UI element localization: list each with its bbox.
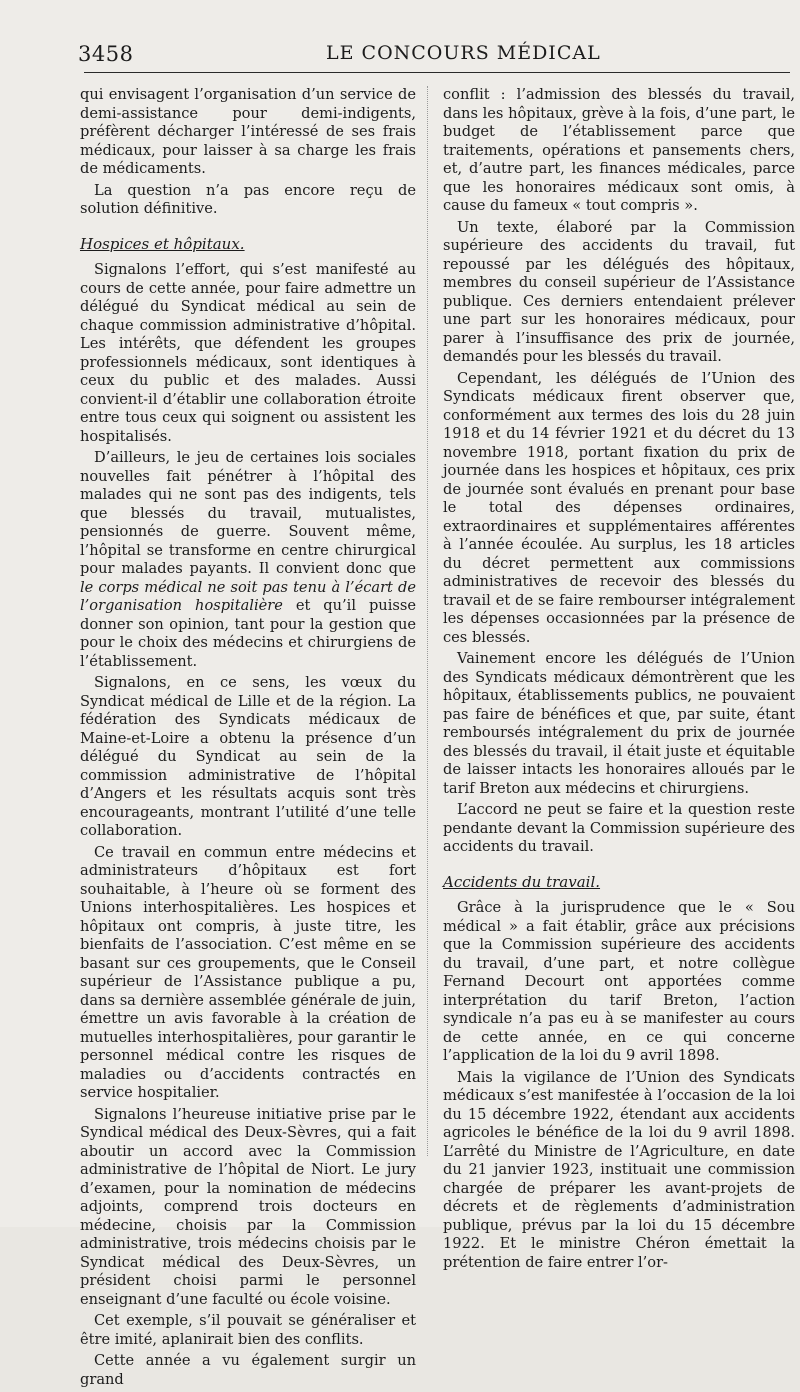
emphasis-text: le corps médical ne soit pas tenu à l’écart de l’organisation hospitalière bbox=[80, 578, 416, 614]
paragraph: Cette année a vu également surgir un grand bbox=[80, 1352, 416, 1388]
header-rule bbox=[84, 72, 790, 73]
column-divider bbox=[427, 86, 428, 1156]
paragraph: Ce travail en commun entre médecins et administrateurs d’hôpitaux est fort souhaitable, à l’heure où se forment des Unions interhospitalières. Les hospices et hôpitaux ont compris, à juste titre, les bienfaits de l’association. C’est même en se basant sur ces groupements, que le Conseil supérieur de l’Assistance publique a pu, dans sa dernière assemblée générale de juin, émettre un avis favorable à la création de mutuelles interhospitalières, pour garantir le personnel médical contre les risques de maladies ou d’accidents contractés en service hospitalier. bbox=[80, 843, 416, 1101]
paragraph: Vainement encore les délégués de l’Union des Syndicats médicaux démontrèrent que les hôpitaux, établissements publics, ne pouvaient pas faire de bénéfices et que, par suite, étant remboursés intégralement du prix de journée des blessés du travail, il était juste et équitable de laisser intacts les honoraires alloués par le tarif Breton aux médecins et chirurgiens. bbox=[443, 650, 795, 797]
paragraph: Mais la vigilance de l’Union des Syndicats médicaux s’est manifestée à l’occasion de la loi du 15 décembre 1922, étendant aux accidents agricoles le bénéfice de la loi du 9 avril 1898. L’arrêté du Ministre de l’Agriculture, en date du 21 janvier 1923, instituait une commission chargée de préparer les avant-projets de décrets et de règlements d’administration publique, prévus par la loi du 15 décembre 1922. Et le ministre Chéron émettait la prétention de faire entrer l’or- bbox=[443, 1068, 795, 1271]
page-header bbox=[78, 38, 770, 68]
paragraph: qui envisagent l’organisation d’un service de demi-assistance pour demi-indigents, préfèrent décharger l’intéressé de ses frais médicaux, pour laisser à sa charge les frais de médicaments. bbox=[80, 86, 416, 177]
paragraph: conflit : l’admission des blessés du travail, dans les hôpitaux, grève à la fois, d’une part, le budget de l’établissement parce que traitements, opérations et pansements chers, et, d’autre part, les finances médicales, parce que les honoraires médicaux sont omis, à cause du fameux « tout compris ». bbox=[443, 86, 795, 214]
paragraph: La question n’a pas encore reçu de solution définitive. bbox=[80, 181, 416, 217]
section-heading-hospices: Hospices et hôpitaux. bbox=[80, 234, 245, 253]
paragraph bbox=[80, 449, 416, 671]
paragraph: Signalons l’heureuse initiative prise par le Syndical médical des Deux-Sèvres, qui a fait aboutir un accord avec la Commission administrative de l’hôpital de Niort. Le jury d’examen, pour la nomination de médecins adjoints, comprend trois docteurs en médecine, choisis par la Commission administrative, trois médecins choisis par le Syndicat médical des Deux-Sèvres, un président choisi parmi le personnel enseignant d’une faculté ou école voisine. bbox=[80, 1105, 416, 1308]
paragraph: Un texte, élaboré par la Commission supérieure des accidents du travail, fut repoussé par les délégués des hôpitaux, membres du conseil supérieur de l’Assistance publique. Ces derniers entendaient prélever une part sur les honoraires médicaux, pour parer à l’insuffisance des prix de journée, demandés pour les blessés du travail. bbox=[443, 218, 795, 365]
paragraph: Cet exemple, s’il pouvait se généraliser et être imité, aplanirait bien des conflits. bbox=[80, 1312, 416, 1348]
right-column bbox=[443, 86, 795, 1275]
paragraph: Signalons, en ce sens, les vœux du Syndicat médical de Lille et de la région. La fédération des Syndicats médicaux de Maine-et-Loire a obtenu la présence d’un délégué du Syndicat au sein de la commission administrative de l’hôpital d’Angers et les résultats acquis sont très encourageants, montrant l’utilité d’une telle collaboration. bbox=[80, 674, 416, 839]
paragraph: Cependant, les délégués de l’Union des Syndicats médicaux firent observer que, conformément aux termes des lois du 28 juin 1918 et du 14 février 1921 et du décret du 13 novembre 1918, portant fixation du prix de journée dans les hospices et hôpitaux, ces prix de journée sont évalués en prenant pour base le total des dépenses ordinaires, extraordinaires et supplémentaires afférentes à l’année écoulée. Au surplus, les 18 articles du décret permettent aux commissions administratives de recevoir des blessés du travail et de se faire rembourser intégralement les dépenses occasionnées par la présence de ces blessés. bbox=[443, 369, 795, 646]
paragraph-text: D’ailleurs, le jeu de certaines lois sociales nouvelles fait pénétrer à l’hôpital des malades qui ne sont pas des indigents, tels que blessés du travail, mutualistes, pensionnés de guerre. Souvent même, l’hôpital se transforme en centre chirurgical pour malades payants. Il convient donc que bbox=[80, 449, 416, 577]
section-heading-accidents: Accidents du travail. bbox=[443, 872, 601, 891]
left-column bbox=[80, 86, 416, 1392]
page-number: 3458 bbox=[78, 42, 134, 66]
journal-title: LE CONCOURS MÉDICAL bbox=[326, 42, 601, 64]
paragraph: L’accord ne peut se faire et la question reste pendante devant la Commission supérieure des accidents du travail. bbox=[443, 801, 795, 855]
paragraph: Grâce à la jurisprudence que le « Sou médical » a fait établir, grâce aux précisions que la Commission supérieure des accidents du travail, d’une part, et notre collègue Fernand Decourt ont apportées comme interprétation du tarif Breton, l’action syndicale n’a pas eu à se manifester au cours de cette année, en ce qui concerne l’application de la loi du 9 avril 1898. bbox=[443, 899, 795, 1064]
paragraph: Signalons l’effort, qui s’est manifesté au cours de cette année, pour faire admettre un délégué du Syndicat médical au sein de chaque commission administrative d’hôpital. Les intérêts, que défendent les groupes professionnels médicaux, sont identiques à ceux du public et des malades. Aussi convient-il d’établir une collaboration étroite entre tous ceux qui soignent ou assistent les hospitalisés. bbox=[80, 261, 416, 445]
paragraph-text: et qu’il puisse donner son opinion, tant pour la gestion que pour le choix des médecins et chirurgiens de l’établissement. bbox=[80, 597, 416, 670]
